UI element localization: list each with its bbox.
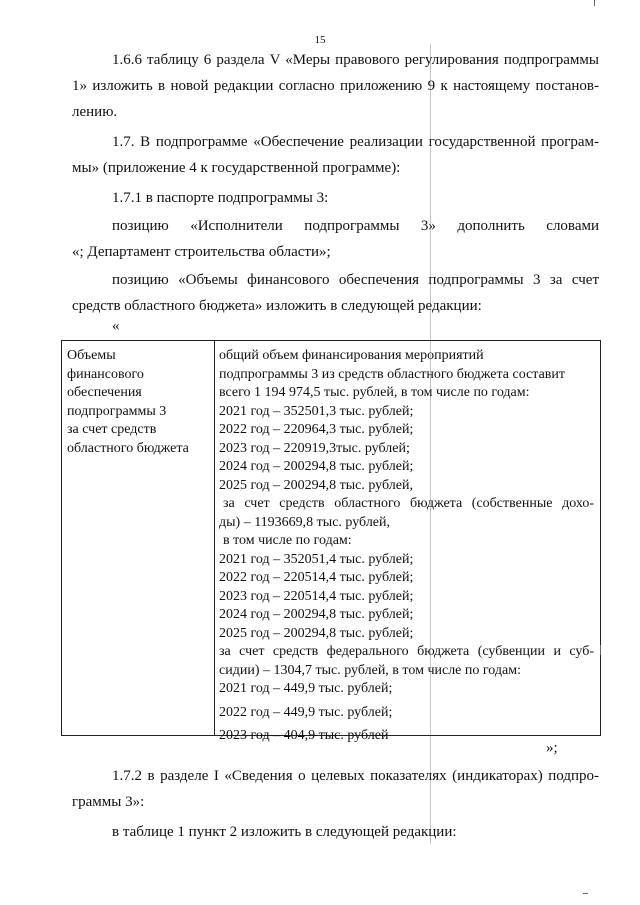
- table-left-cell: [62, 341, 215, 735]
- right-cell-line: ды) – 1193669,8 тыс. рублей,: [219, 514, 391, 530]
- right-cell-line: 2024 год – 200294,8 тыс. рублей;: [219, 459, 414, 474]
- right-cell-line: в том числе по годам:: [223, 533, 352, 548]
- left-cell-line: Объемы: [67, 348, 116, 363]
- paragraph-volumes-line-1: позицию «Объемы финансового обеспечения подпрограммы 3 за счет: [112, 272, 599, 288]
- right-cell-line: 2022 год – 220514,4 тыс. рублей;: [219, 570, 414, 585]
- paragraph-1-7-2-line-2: граммы 3»:: [72, 794, 145, 810]
- right-cell-line: 2025 год – 200294,8 тыс. рублей,: [219, 477, 413, 493]
- paragraph-1-7-line-2: мы» (приложение 4 к государственной программе):: [72, 160, 401, 176]
- paragraph-1-7-1: 1.7.1 в паспорте подпрограммы 3:: [112, 190, 329, 206]
- left-cell-line: областного бюджета: [67, 440, 189, 456]
- right-cell-line: 2021 год – 352051,4 тыс. рублей;: [219, 551, 414, 567]
- scan-edge-mark: [594, 0, 595, 6]
- right-cell-line: общий объем финансирования мероприятий: [219, 348, 484, 363]
- paragraph-executors-line-2: «; Департамент строительства области»;: [72, 244, 331, 260]
- paragraph-1-6-6-line-2: 1» изложить в новой редакции согласно приложению 9 к настоящему постанов-: [72, 78, 599, 94]
- scan-fold-line: [430, 44, 431, 844]
- right-cell-line: 2021 год – 352501,3 тыс. рублей;: [219, 403, 414, 419]
- paragraph-volumes-line-2: средств областного бюджета» изложить в следующей редакции:: [72, 298, 482, 314]
- right-cell-line: сидии) – 1304,7 тыс. рублей, в том числе по годам:: [219, 662, 521, 678]
- financing-table: [61, 340, 601, 743]
- closing-quote: »;: [546, 740, 558, 756]
- scan-edge-mark: [600, 645, 601, 655]
- right-cell-line: всего 1 194 974,5 тыс. рублей, в том числе по годам:: [219, 385, 530, 400]
- page-number: 15: [314, 34, 326, 46]
- scan-edge-mark: [583, 893, 588, 894]
- right-cell-line: 2022 год – 449,9 тыс. рублей;: [219, 704, 393, 720]
- paragraph-1-7-line-1: 1.7. В подпрограмме «Обеспечение реализации государственной програм-: [112, 134, 599, 150]
- right-cell-line: 2021 год – 449,9 тыс. рублей;: [219, 681, 393, 696]
- table-right-cell: [215, 341, 600, 741]
- paragraph-1-6-6-line-1: 1.6.6 таблицу 6 раздела V «Меры правового регулирования подпрограммы: [112, 52, 599, 68]
- right-cell-line: за счет средств федерального бюджета (субвенции и суб-: [219, 644, 594, 659]
- left-cell-line: за счет средств: [67, 422, 157, 437]
- paragraph-executors-line-1: позицию «Исполнители подпрограммы 3» дополнить словами: [112, 218, 599, 234]
- right-cell-line: подпрограммы 3 из средств областного бюджета составит: [219, 366, 566, 382]
- right-cell-line: за счет средств областного бюджета (собственные дохо-: [223, 496, 594, 511]
- paragraph-1-6-6-line-3: лению.: [72, 104, 118, 120]
- right-cell-line: 2023 год – 220514,4 тыс. рублей;: [219, 588, 414, 604]
- paragraph-1-7-2-line-1: 1.7.2 в разделе I «Сведения о целевых показателях (индикаторах) подпро-: [112, 768, 599, 784]
- right-cell-line: 2025 год – 200294,8 тыс. рублей;: [219, 625, 414, 641]
- opening-quote: «: [112, 318, 120, 334]
- right-cell-line: 2023 год – 404,9 тыс. рублей: [219, 728, 389, 743]
- right-cell-line: 2022 год – 220964,3 тыс. рублей;: [219, 422, 414, 437]
- paragraph-table-1: в таблице 1 пункт 2 изложить в следующей редакции:: [112, 824, 457, 840]
- right-cell-line: 2024 год – 200294,8 тыс. рублей;: [219, 607, 414, 622]
- right-cell-line: 2023 год – 220919,3тыс. рублей;: [219, 440, 410, 456]
- left-cell-line: финансового: [67, 366, 144, 382]
- left-cell-line: обеспечения: [67, 385, 142, 400]
- left-cell-line: подпрограммы 3: [67, 403, 167, 419]
